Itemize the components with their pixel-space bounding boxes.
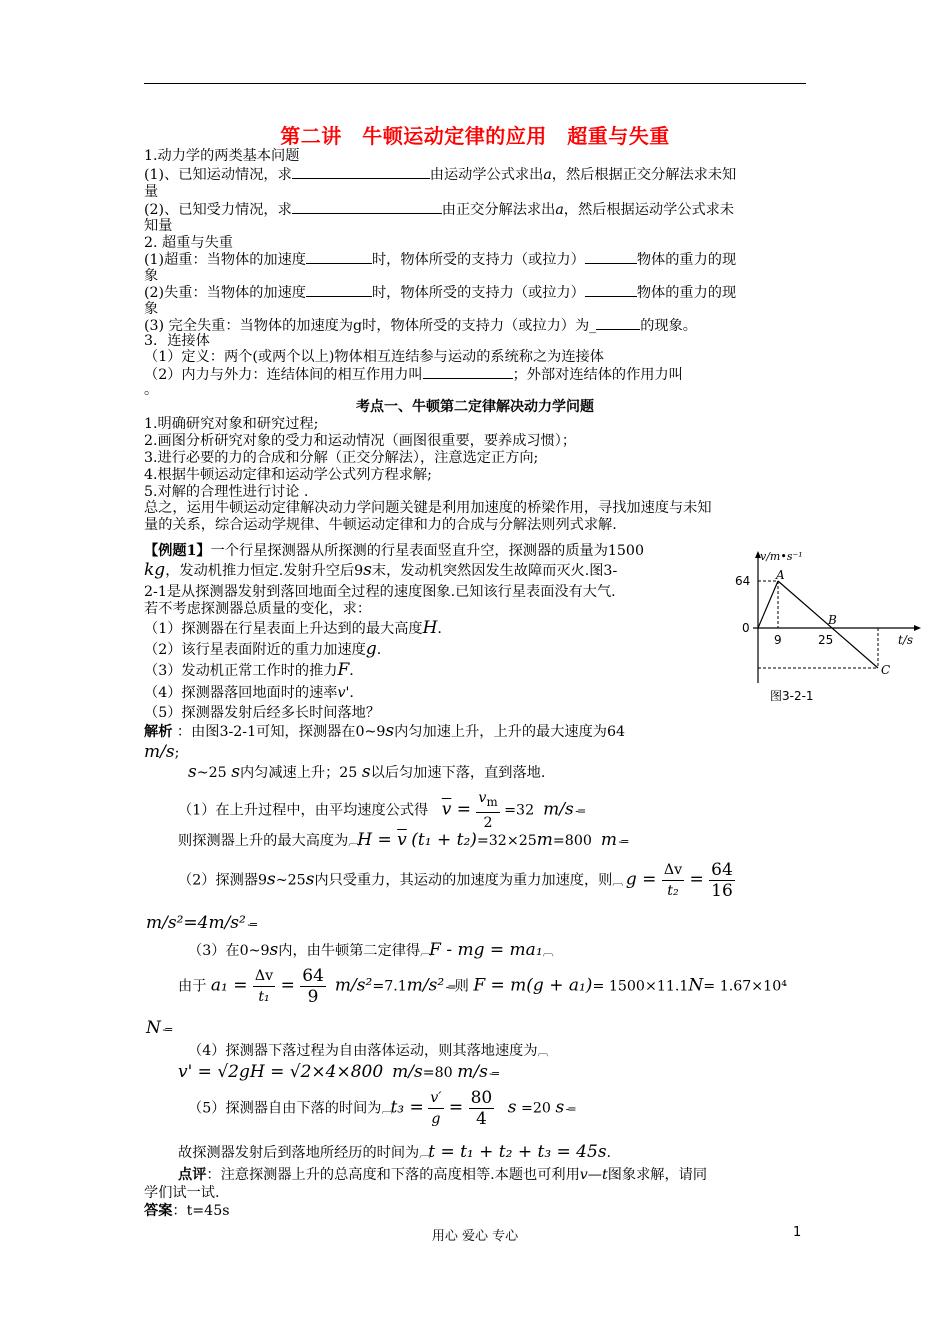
x-tick-25: 25 [818,633,834,647]
fill-blank[interactable] [585,250,637,264]
example-line: 【例题1】一个行星探测器从所探测的行星表面竖直升空，探测器的质量为1500 [144,543,644,559]
question-item: （4）探测器落回地面时的速率v'. [144,685,354,701]
equation-3: （2）探测器9s~25s内只受重力，其运动的加速度为重力加速度，则︹ g = $\frac{\Delta v}{\text{t₂}}$ = $\frac{64}{16}$ [178,860,733,901]
s2-line3: (3) 完全失重：当物体的加速度为g时，物体所受的支持力（或拉力）为_ 的现象。 [144,318,697,334]
s2-line2: (2)失重：当物体的加速度 时，物体所受的支持力（或拉力） 物体的重力的现 [144,285,737,301]
x-axis-arrow [914,625,921,631]
page-title: 第二讲 牛顿运动定律的应用 超重与失重 [280,124,670,148]
s3-line2: （2）内力与外力：连结体间的相互作用力叫 ；外部对连结体的作用力叫 [144,367,683,383]
equation-6: v' = √2gH = √2×4×800 m/s=80 m/s -= [178,1062,499,1082]
equation-7: （5）探测器自由下落的时间为︹t₃ = $\frac{v'}{g}$ = $\frac{80}{4}$ s =20 s -= [188,1088,575,1129]
example-line: 2-1是从探测器发射到落回地面全过程的速度图象.已知该行星表面没有大气. [144,584,616,600]
x-tick-9: 9 [774,633,782,647]
question-item: （3）发动机正常工作时的推力F. [144,660,354,680]
equation-4: （3）在0~9s内，由牛顿第二定律得︹F - mg = ma₁︹ [188,940,552,960]
velocity-time-graph [735,548,928,708]
s1-line1: (1)、已知运动情况，求 由运动学公式求出a，然后根据正交分解法求未知 [144,167,737,183]
s3-heading: 3．连接体 [144,333,210,349]
solution-line: m/s; [144,742,180,762]
question-item: （5）探测器发射后经多长时间落地？ [144,705,381,721]
s1-line1-cont: 量 [144,184,159,200]
equation-5: 由于 a₁ = $\frac{\Delta v}{\text{t₁}}$ = $\frac{64}{9}$ m/s²=7.1m/s² -=则 F = m(g + a₁)= 1500×11.1N= 1.67×10⁴ [178,966,787,1007]
s2-line2-cont: 象 [144,301,159,317]
y-axis-label: v/m•s⁻¹ [760,550,803,563]
solution-line: 解析 ：由图3-2-1可知，探测器在0~9s内匀加速上升，上升的最大速度为64 [144,721,625,741]
s1-heading: 1.动力学的两类基本问题 [144,148,300,164]
s2-line1: (1)超重：当物体的加速度 时，物体所受的支持力（或拉力） 物体的重力的现 [144,252,737,268]
graph-caption: 图3-2-1 [770,689,814,703]
answer-tag: 答案 [144,1203,173,1219]
s1-line2: (2)、已知受力情况，求 由正交分解法求出a，然后根据运动学公式求未 [144,202,735,218]
step-item: 1.明确研究对象和研究过程; [144,416,319,432]
fill-blank[interactable] [423,365,513,379]
summary-line: 总之，运用牛顿运动定律解决动力学问题关键是利用加速度的桥梁作用，寻找加速度与未知 [144,500,712,516]
equation-2: 则探测器上升的最大高度为︹H = $\overline{v}$ (t₁ + t₂)=32×25m=800 m -= [178,830,628,850]
fill-blank[interactable] [596,316,640,330]
s2-heading: 2. 超重与失重 [144,235,233,251]
comment-line-cont: 学们试一试. [144,1185,220,1201]
point-a-label: A [776,568,785,582]
fill-blank[interactable] [292,200,442,214]
s3-line1: （1）定义：两个(或两个以上)物体相互连结参与运动的系统称之为连接体 [144,349,604,365]
fill-blank[interactable] [292,165,430,179]
comment-line: 点评：注意探测器上升的总高度和下落的高度相等.本题也可利用v—t图象求解，请同 [178,1167,708,1183]
solution-line: s~25 s内匀减速上升；25 s以后匀加速下落，直到落地. [188,762,546,782]
fill-blank[interactable] [306,283,372,297]
s1-line2-cont: 知量 [144,218,173,234]
point-c-label: C [881,663,891,677]
example-line: 若不考虑探测器总质量的变化，求： [144,601,372,617]
equation-1: （1）在上升过程中，由平均速度公式得 $\overline{v}$ = $\frac{v_m}{2}$ =32 m/s -= [178,790,585,831]
step-item: 5.对解的合理性进行讨论 . [144,484,309,500]
graph-segment-oa [758,581,778,628]
point-b-label: B [828,613,837,627]
example-tag: 【例题1】 [144,543,211,559]
step-item: 2.画图分析研究对象的受力和运动情况（画图很重要，要养成习惯）； [144,433,577,449]
comment-tag: 点评 [178,1167,207,1183]
equation-8: 故探测器发射后到落地所经历的时间为︹t = t₁ + t₂ + t₃ = 45s. [178,1142,612,1162]
fill-blank[interactable] [306,250,372,264]
step-item: 3.进行必要的力的合成和分解（正交分解法），注意选定正方向; [144,450,539,466]
y-tick-64: 64 [735,574,751,588]
section-heading: 考点一、牛顿第二定律解决动力学问题 [356,399,594,415]
s2-line1-cont: 象 [144,268,159,284]
header-rule [144,83,806,84]
summary-line: 量的关系，综合运动学规律、牛顿运动定律和力的合成与分解法则列式求解. [144,517,617,533]
fill-blank[interactable] [585,283,637,297]
x-axis-label: t/s [898,633,914,647]
equation-5-unit: N -= [146,1018,172,1038]
s3-line2-cont: 。 [144,382,159,398]
answer-line: 答案：t=45s [144,1203,230,1219]
question-item: （1）探测器在行星表面上升达到的最大高度H. [144,618,442,638]
equation-6-text: （4）探测器下落过程为自由落体运动，则其落地速度为︹ [188,1043,547,1059]
page-footer: 用心 爱心 专心 [431,1229,519,1244]
question-item: （2）该行星表面附近的重力加速度g. [144,639,382,659]
origin-label: 0 [742,621,750,635]
step-item: 4.根据牛顿运动定律和运动学公式列方程求解; [144,467,432,483]
equation-3-result: m/s²=4m/s² -= [146,913,257,933]
page-number: 1 [793,1225,802,1240]
solution-tag: 解析 [144,724,173,740]
example-line: kg，发动机推力恒定.发射升空后9s末，发动机突然因发生故障而灭火.图3- [144,560,618,580]
